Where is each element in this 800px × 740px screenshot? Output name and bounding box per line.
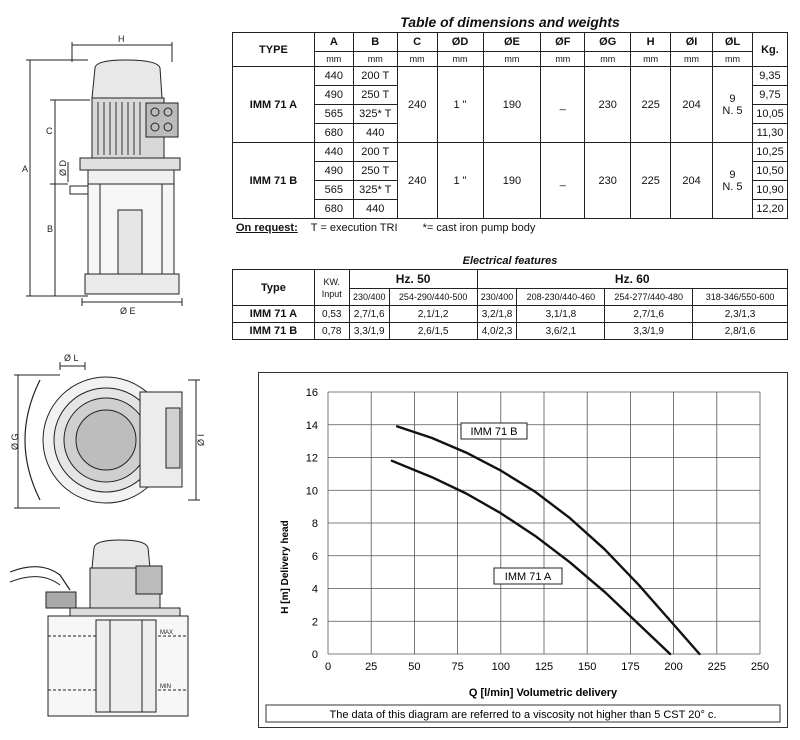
series-label-b: IMM 71 B <box>470 426 518 438</box>
cell-l <box>713 67 753 143</box>
unit-c: mm <box>397 52 437 67</box>
x-tick-label: 200 <box>664 661 683 673</box>
cell-current: 3,3/1,9 <box>349 323 389 340</box>
label-max: MAX <box>160 630 174 636</box>
cell-current: 2,6/1,5 <box>389 323 477 340</box>
electrical-table <box>232 269 788 340</box>
note-cast-iron: *= cast iron pump body <box>422 222 536 234</box>
on-request-label: On request: <box>236 222 298 234</box>
header-hz60: Hz. 60 <box>477 270 787 289</box>
voltage: 208-230/440-460 <box>517 289 605 306</box>
label-i: Ø I <box>196 433 206 446</box>
x-tick-label: 125 <box>534 661 554 673</box>
y-tick-label: 16 <box>305 387 318 399</box>
pump-side-view-drawing <box>0 0 225 740</box>
electrical-header-row <box>233 270 788 289</box>
cell-b: 325* T <box>353 105 397 124</box>
unit-i: mm <box>671 52 713 67</box>
y-tick-label: 8 <box>311 518 318 530</box>
cell-i: 204 <box>671 143 713 219</box>
cell-l-holes: 9 <box>729 92 736 105</box>
cell-b: 325* T <box>353 181 397 200</box>
header-a: A <box>314 33 353 52</box>
cell-current: 4,0/2,3 <box>477 323 517 340</box>
header-f: ØF <box>541 33 585 52</box>
x-tick-label: 225 <box>707 661 726 673</box>
performance-chart <box>258 372 788 728</box>
cell-current: 3,2/1,8 <box>477 306 517 323</box>
cell-current: 2,7/1,6 <box>605 306 693 323</box>
cell-b: 440 <box>353 200 397 219</box>
x-tick-label: 0 <box>324 661 332 673</box>
table-row <box>233 67 788 86</box>
y-axis-label: H [m] Delivery head <box>280 520 291 614</box>
label-l: Ø L <box>64 353 79 363</box>
cell-kg: 11,30 <box>752 124 787 143</box>
dimensions-table <box>232 32 788 219</box>
cell-b: 250 T <box>353 86 397 105</box>
x-tick-label: 100 <box>491 661 510 673</box>
cell-kg: 9,35 <box>752 67 787 86</box>
voltage: 230/400 <box>349 289 389 306</box>
unit-h: mm <box>631 52 671 67</box>
cell-b: 440 <box>353 124 397 143</box>
dimensions-header-row <box>233 33 788 52</box>
series-line-imm-71-b <box>397 426 699 654</box>
header-kw <box>314 270 349 306</box>
cell-current: 2,7/1,6 <box>349 306 389 323</box>
legend-label-b <box>461 423 527 439</box>
y-tick-label: 6 <box>311 550 318 563</box>
unit-f: mm <box>541 52 585 67</box>
header-b: B <box>353 33 397 52</box>
y-tick-label: 4 <box>311 583 318 596</box>
cell-kw: 0,53 <box>314 306 349 323</box>
voltage: 230/400 <box>477 289 517 306</box>
chart-series <box>392 426 700 654</box>
model-type: IMM 71 B <box>233 323 315 340</box>
x-tick-label: 175 <box>621 661 640 673</box>
unit-e: mm <box>483 52 541 67</box>
cell-d: 1 " <box>437 67 483 143</box>
cell-d: 1 " <box>437 143 483 219</box>
cell-a: 565 <box>314 181 353 200</box>
label-h: H <box>118 34 125 44</box>
label-b: B <box>47 224 54 234</box>
unit-b: mm <box>353 52 397 67</box>
cell-a: 565 <box>314 105 353 124</box>
voltage: 318-346/550-600 <box>693 289 788 306</box>
cell-current: 2,3/1,3 <box>693 306 788 323</box>
label-a: A <box>22 164 29 174</box>
table-row <box>233 323 788 340</box>
legend-label-a <box>494 568 562 584</box>
cell-kg: 10,05 <box>752 105 787 124</box>
cell-b: 200 T <box>353 67 397 86</box>
header-g: ØG <box>585 33 631 52</box>
cell-c: 240 <box>397 143 437 219</box>
header-c: C <box>397 33 437 52</box>
header-kg: Kg. <box>752 33 787 67</box>
cell-kg: 10,50 <box>752 162 787 181</box>
label-min: MIN <box>160 684 171 690</box>
table-row <box>233 143 788 162</box>
chart-footnote: The data of this diagram are referred to a viscosity not higher than 5 CST 20° c. <box>329 709 717 721</box>
cell-current: 3,6/2,1 <box>517 323 605 340</box>
label-d: Ø D <box>58 159 68 176</box>
series-label-a: IMM 71 A <box>504 571 552 583</box>
dimensions-unit-row <box>233 52 788 67</box>
cell-kg: 10,25 <box>752 143 787 162</box>
chart-grid <box>328 392 760 654</box>
electrical-table-title: Electrical features <box>462 255 558 267</box>
header-e: ØE <box>483 33 541 52</box>
note-tri: T = execution TRI <box>310 222 398 234</box>
x-tick-label: 75 <box>451 661 464 673</box>
unit-a: mm <box>314 52 353 67</box>
cell-h: 225 <box>631 67 671 143</box>
dimensions-table-title: Table of dimensions and weights <box>400 14 620 30</box>
unit-l: mm <box>713 52 753 67</box>
header-type: Type <box>233 270 315 306</box>
y-tick-label: 14 <box>305 419 318 432</box>
chart-ticks <box>306 387 769 673</box>
cell-a: 490 <box>314 86 353 105</box>
header-h: H <box>631 33 671 52</box>
cell-a: 490 <box>314 162 353 181</box>
cell-h: 225 <box>631 143 671 219</box>
voltage: 254-277/440-480 <box>605 289 693 306</box>
cell-e: 190 <box>483 143 541 219</box>
header-kw-line1: KW. <box>323 276 341 287</box>
header-type: TYPE <box>233 33 315 67</box>
y-tick-label: 2 <box>311 616 318 629</box>
model-type: IMM 71 A <box>233 306 315 323</box>
cell-kg: 9,75 <box>752 86 787 105</box>
y-tick-label: 0 <box>311 649 318 661</box>
cell-b: 200 T <box>353 143 397 162</box>
cell-i: 204 <box>671 67 713 143</box>
label-c: C <box>46 126 53 136</box>
cell-f: _ <box>541 67 585 143</box>
cell-b: 250 T <box>353 162 397 181</box>
cell-l-count: N. 5 <box>722 104 743 117</box>
header-d: ØD <box>437 33 483 52</box>
unit-g: mm <box>585 52 631 67</box>
voltage: 254-290/440-500 <box>389 289 477 306</box>
cell-current: 2,8/1,6 <box>693 323 788 340</box>
cell-current: 3,3/1,9 <box>605 323 693 340</box>
header-l: ØL <box>713 33 753 52</box>
cell-a: 440 <box>314 143 353 162</box>
cell-current: 2,1/1,2 <box>389 306 477 323</box>
cell-a: 440 <box>314 67 353 86</box>
cell-g: 230 <box>585 143 631 219</box>
unit-d: mm <box>437 52 483 67</box>
cell-kg: 12,20 <box>752 200 787 219</box>
x-tick-label: 150 <box>578 661 597 673</box>
cell-a: 680 <box>314 124 353 143</box>
cell-current: 3,1/1,8 <box>517 306 605 323</box>
table-row <box>233 306 788 323</box>
cell-f: _ <box>541 143 585 219</box>
cell-kw: 0,78 <box>314 323 349 340</box>
cell-l-count: N. 5 <box>722 180 743 193</box>
on-request-note <box>236 222 535 234</box>
model-type: IMM 71 A <box>233 67 315 143</box>
cell-l <box>713 143 753 219</box>
model-type: IMM 71 B <box>233 143 315 219</box>
y-tick-label: 12 <box>305 452 318 465</box>
x-tick-label: 250 <box>750 661 770 673</box>
label-e: Ø E <box>120 306 136 316</box>
cell-a: 680 <box>314 200 353 219</box>
cell-kg: 10,90 <box>752 181 787 200</box>
header-i: ØI <box>671 33 713 52</box>
x-tick-label: 50 <box>408 661 421 673</box>
label-g: Ø G <box>10 433 20 450</box>
x-axis-label: Q [l/min] Volumetric delivery <box>468 687 618 699</box>
cell-e: 190 <box>483 67 541 143</box>
header-hz50: Hz. 50 <box>349 270 477 289</box>
cell-c: 240 <box>397 67 437 143</box>
x-tick-label: 25 <box>365 661 378 673</box>
cell-g: 230 <box>585 67 631 143</box>
cell-l-holes: 9 <box>729 168 736 181</box>
y-tick-label: 10 <box>305 485 318 498</box>
header-kw-line2: Input <box>321 288 342 299</box>
